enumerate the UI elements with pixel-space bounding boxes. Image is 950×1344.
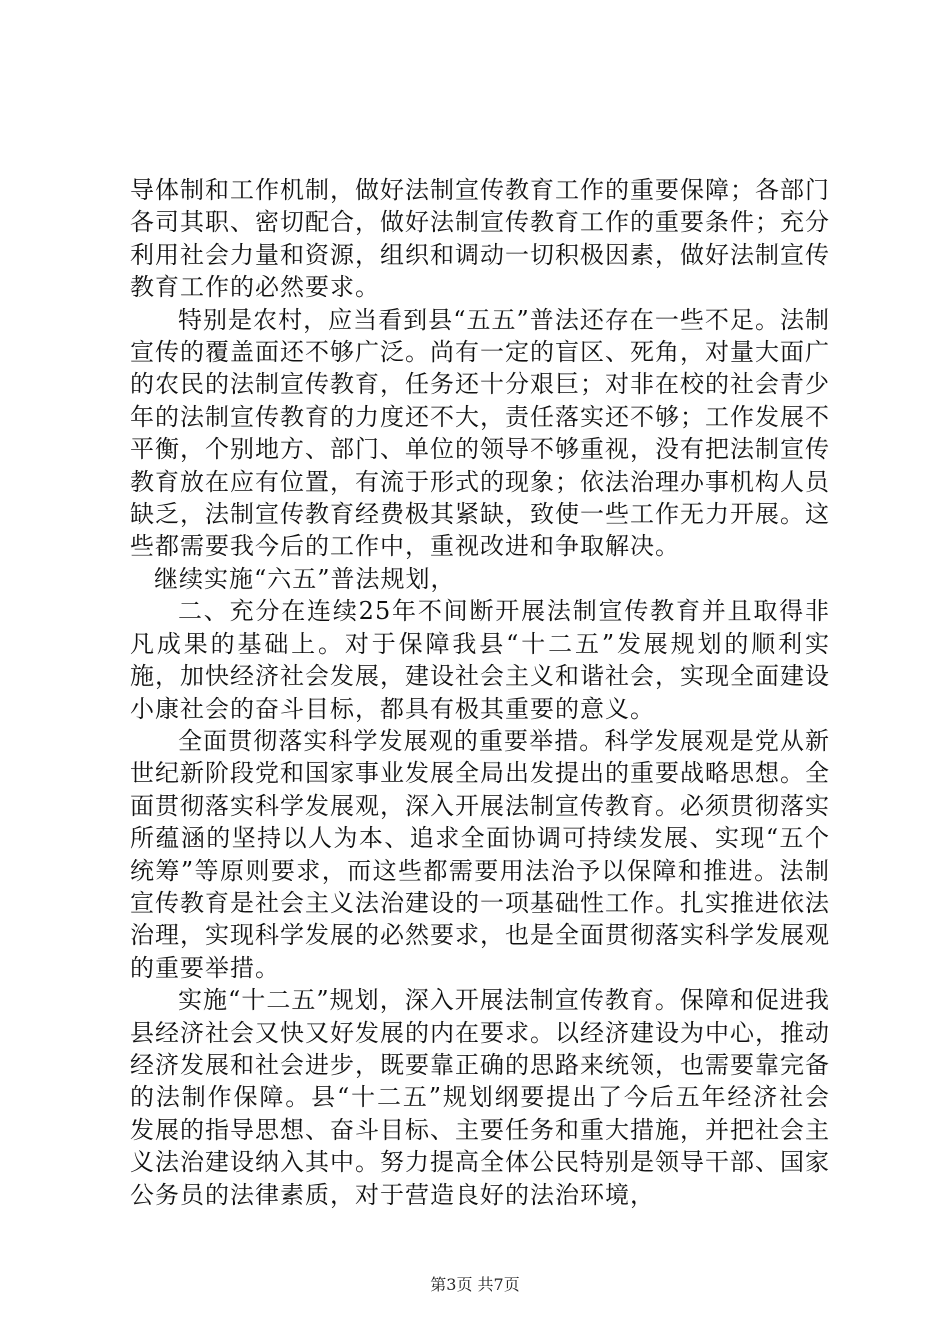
page-footer: 第3页 共7页 bbox=[430, 1275, 520, 1294]
paragraph-2: 特别是农村，应当看到县“五五”普法还存在一些不足。法制宣传的覆盖面还不够广泛。尚有一定的盲区、死角，对量大面广的农民的法制宣传教育，任务还十分艰巨；对非在校的社会青少年的法制宣传教育的力度还不大，责任落实还不够；工作发展不平衡，个别地方、部门、单位的领导不够重视，没有把法制宣传教育放在应有位置，有流于形式的现象；依法治理办事机构人员缺乏，法制宣传教育经费极其紧缺，致使一些工作无力开展。这些都需要我今后的工作中，重视改进和争取解决。 bbox=[130, 305, 830, 561]
paragraph-4: 二、充分在连续25年不间断开展法制宣传教育并且取得非凡成果的基础上。对于保障我县“十二五”发展规划的顺利实施，加快经济社会发展，建设社会主义和谐社会，实现全面建设小康社会的奋斗目标，都具有极其重要的意义。 bbox=[130, 597, 830, 723]
paragraph-5: 全面贯彻落实科学发展观的重要举措。科学发展观是党从新世纪新阶段党和国家事业发展全局出发提出的重要战略思想。全面贯彻落实科学发展观，深入开展法制宣传教育。必须贯彻落实所蕴涵的坚持以人为本、追求全面协调可持续发展、实现“五个统筹”等原则要求，而这些都需要用法治予以保障和推进。法制宣传教育是社会主义法治建设的一项基础性工作。扎实推进依法治理，实现科学发展的必然要求，也是全面贯彻落实科学发展观的重要举措。 bbox=[130, 726, 830, 982]
paragraph-6: 实施“十二五”规划，深入开展法制宣传教育。保障和促进我县经济社会又快又好发展的内在要求。以经济建设为中心，推动经济发展和社会进步，既要靠正确的思路来统领，也需要靠完备的法制作保障。县“十二五”规划纲要提出了今后五年经济社会发展的指导思想、奋斗目标、主要任务和重大措施，并把社会主义法治建设纳入其中。努力提高全体公民特别是领导干部、国家公务员的法律素质，对于营造良好的法治环境， bbox=[130, 986, 830, 1209]
paragraph-1: 导体制和工作机制，做好法制宣传教育工作的重要保障；各部门各司其职、密切配合，做好法制宣传教育工作的重要条件；充分利用社会力量和资源，组织和调动一切积极因素，做好法制宣传教育工作的必然要求。 bbox=[130, 176, 830, 302]
paragraph-3: 继续实施“六五”普法规划， bbox=[154, 564, 456, 593]
document-body bbox=[130, 174, 830, 1211]
